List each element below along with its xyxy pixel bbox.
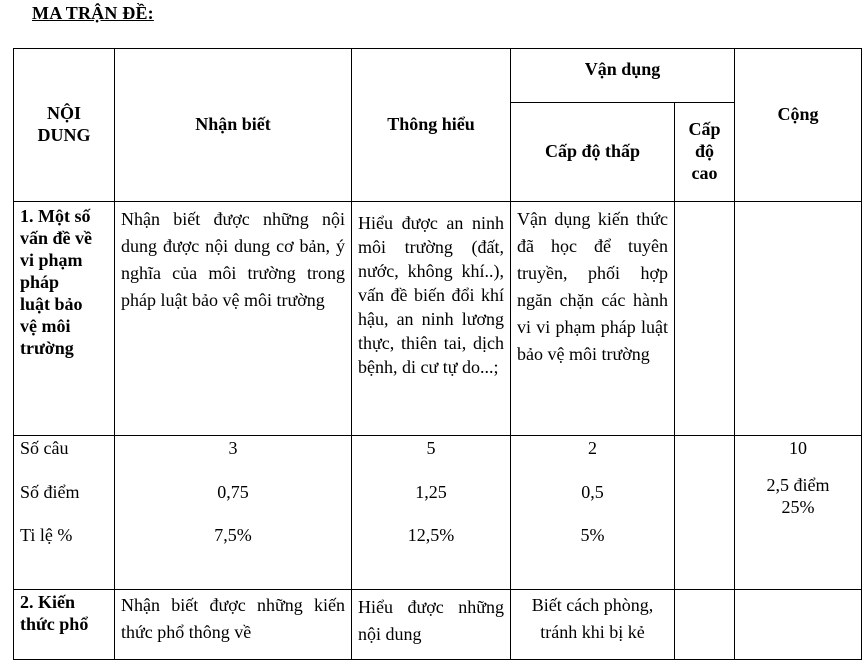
topic-2-line: 2. Kiến (20, 592, 76, 612)
stats-value: 3 (228, 438, 238, 458)
header-noi-dung (14, 49, 115, 202)
header-cap-do-cao-line-3: cao (691, 162, 718, 183)
table-row-topic-1 (14, 202, 862, 436)
header-cap-do-cao (675, 103, 735, 202)
row2-thong-hieu-cell: Hiểu được những nội dung (352, 590, 511, 660)
row2-cong-cell (735, 590, 862, 660)
header-cap-do-cao-line-1: Cấp (688, 119, 721, 140)
header-noi-dung-line-1: NỘI (46, 103, 81, 124)
row2-cap-do-thap-line: Biết cách phòng, (531, 595, 654, 615)
stats-value: 0,75 (217, 482, 249, 502)
stats-value: 2,5 điểm (766, 475, 830, 495)
row2-cap-do-cao-cell (675, 590, 735, 660)
header-nhan-biet: Nhận biết (115, 49, 352, 202)
stats-labels-cell (14, 436, 115, 590)
stats-nhan-biet-cell (115, 436, 352, 590)
stats-thong-hieu-cell (352, 436, 511, 590)
topic-1-cell (14, 202, 115, 436)
topic-1-line: vấn đề về (20, 227, 92, 248)
stats-value: 0,5 (581, 482, 604, 502)
topic-1-line: vệ môi (20, 315, 71, 336)
stats-value: 2 (588, 438, 597, 458)
stats-value: 5% (580, 525, 605, 545)
topic-1-line: vi phạm (20, 249, 83, 270)
topic-2-cell (14, 590, 115, 660)
stats-cong-cell (735, 436, 862, 590)
stats-label-so-cau: Số câu (20, 438, 69, 458)
stats-cap-do-cao-cell (675, 436, 735, 590)
row1-cap-do-cao-cell (675, 202, 735, 436)
row2-cap-do-thap-cell (511, 590, 675, 660)
header-noi-dung-line-2: DUNG (37, 125, 91, 145)
topic-1-line: pháp (20, 271, 60, 292)
table-row-topic-2 (14, 590, 862, 660)
stats-value: 12,5% (407, 525, 455, 545)
table-row-stats (14, 436, 862, 590)
stats-value: 25% (781, 496, 815, 517)
stats-value: 10 (789, 438, 807, 458)
row1-cap-do-thap-cell: Vận dụng kiến thức đã học để tuyên truyền, phối hợp ngăn chặn các hành vi vi phạm pháp luật bảo vệ môi trường (511, 202, 675, 436)
header-cong: Cộng (735, 49, 862, 202)
header-cap-do-cao-line-2: độ (694, 141, 714, 162)
stats-value: 1,25 (415, 482, 447, 502)
topic-1-line: 1. Một số (20, 206, 91, 226)
row1-nhan-biet-cell: Nhận biết được những nội dung được nội dung cơ bản, ý nghĩa của môi trường trong pháp luật bảo vệ môi trường (115, 202, 352, 436)
header-van-dung: Vận dụng (511, 49, 735, 103)
header-thong-hieu: Thông hiểu (352, 49, 511, 202)
stats-label-ti-le: Ti lệ % (20, 525, 73, 545)
header-cap-do-thap: Cấp độ thấp (511, 103, 675, 202)
header-row-1 (14, 49, 862, 103)
stats-value: 7,5% (214, 525, 252, 545)
topic-1-line: trường (20, 337, 74, 358)
topic-1-line: luật bảo (20, 293, 83, 314)
row1-thong-hieu-cell: Hiểu được an ninh môi trường (đất, nước, không khí..), vấn đề biến đổi khí hậu, an ninh lương thực, thiên tai, dịch bệnh, di cư tự do...; (352, 202, 511, 436)
row2-nhan-biet-cell: Nhận biết được những kiến thức phổ thông về (115, 590, 352, 660)
matrix-table (13, 48, 862, 660)
page-title: MA TRẬN ĐỀ: (32, 3, 154, 23)
stats-value: 5 (426, 438, 436, 458)
row2-cap-do-thap-line: tránh khi bị kẻ (540, 622, 645, 642)
stats-label-so-diem: Số điểm (20, 482, 80, 502)
row1-cong-cell (735, 202, 862, 436)
topic-2-line: thức phổ (20, 613, 89, 634)
stats-cap-do-thap-cell (511, 436, 675, 590)
